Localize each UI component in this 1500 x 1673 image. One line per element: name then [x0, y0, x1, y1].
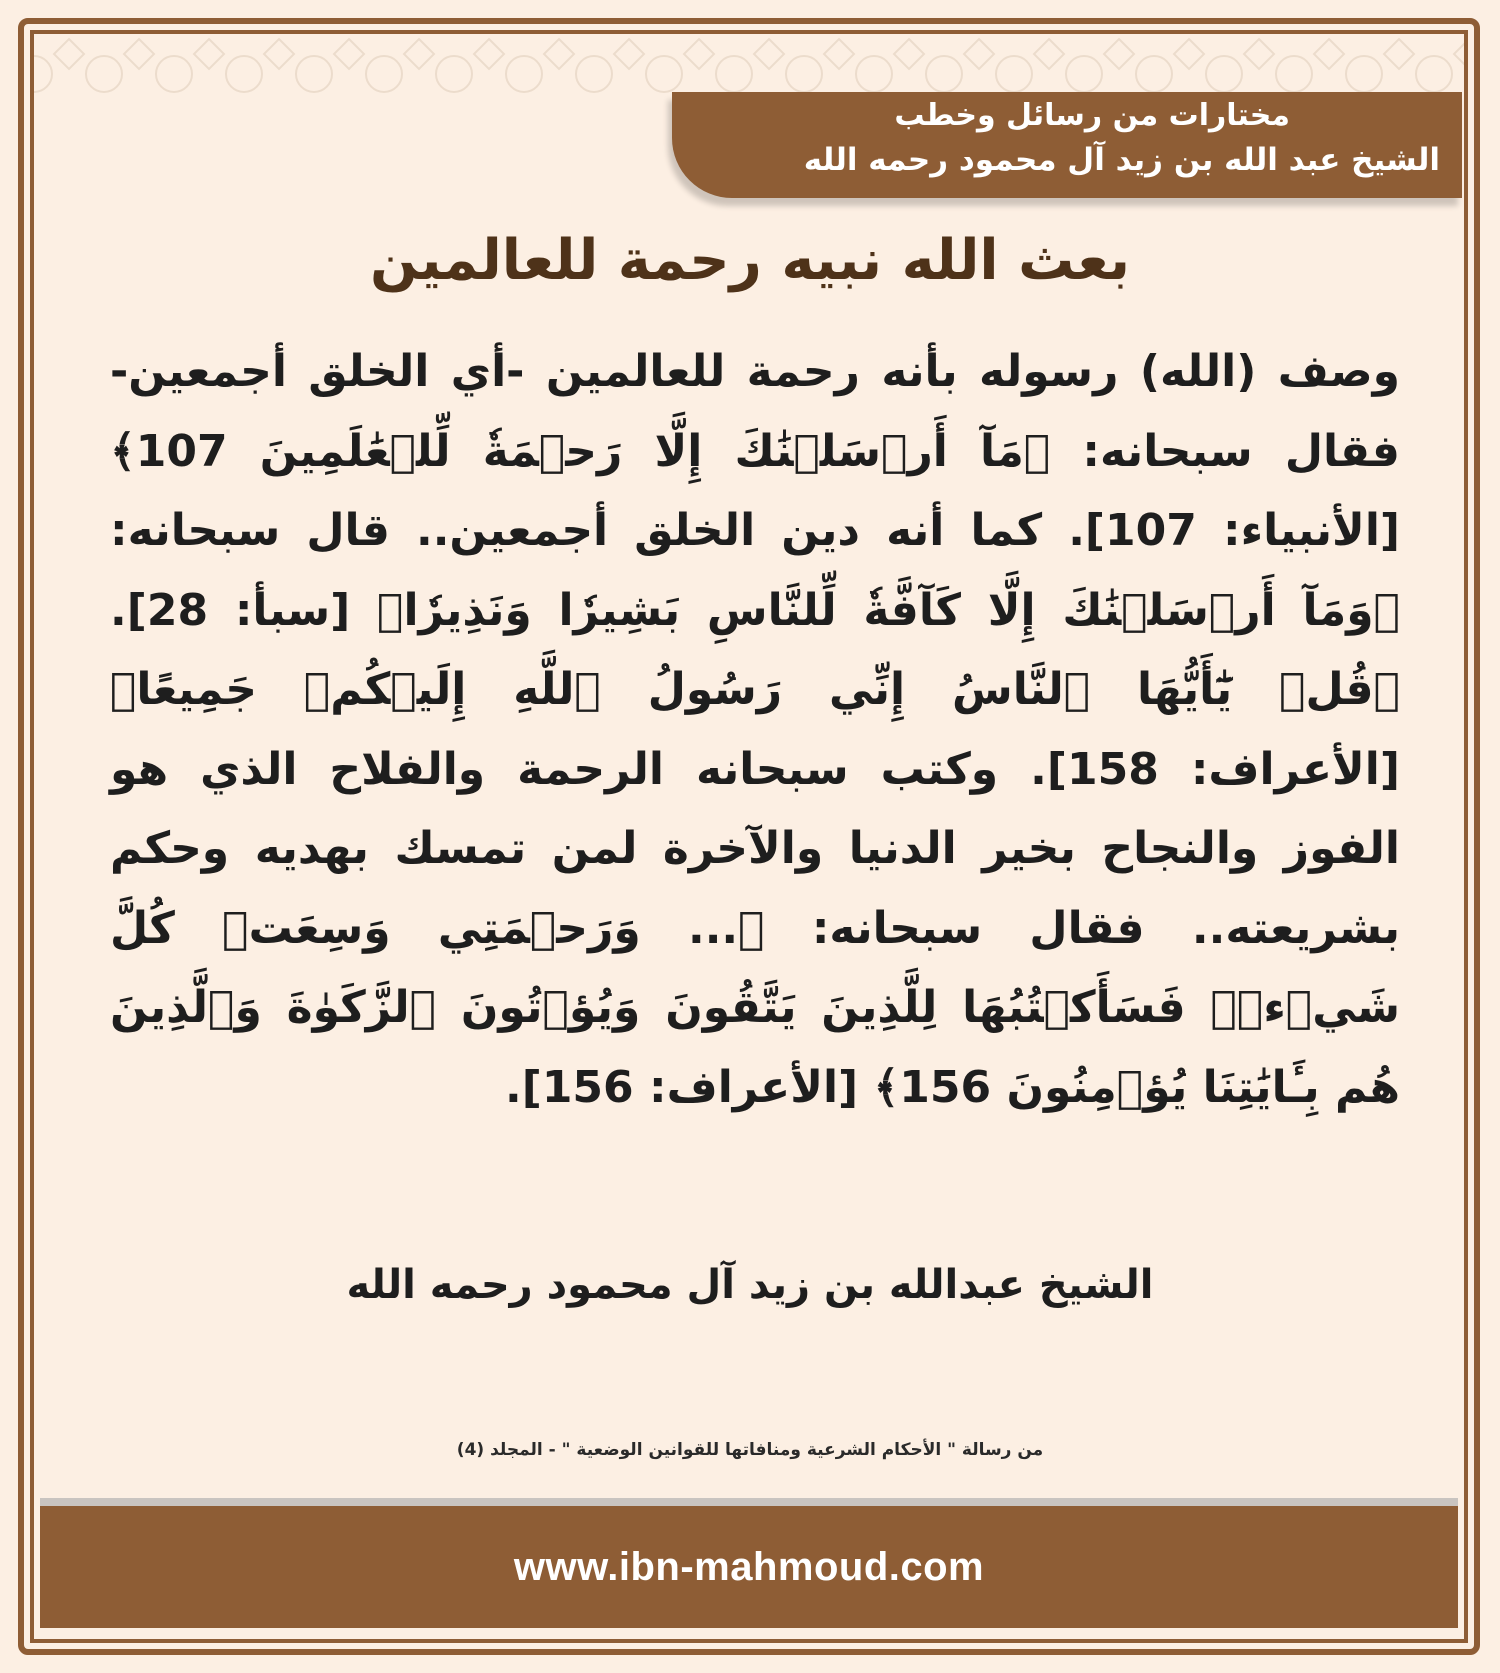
website-url: www.ibn-mahmoud.com	[513, 1544, 985, 1589]
header-banner	[672, 92, 1462, 198]
footer-banner	[40, 1506, 1458, 1628]
article-body: وصف (الله) رسوله بأنه رحمة للعالمين -أي الخلق أجمعين- فقال سبحانه: ﴿مَآ أَرۡسَلۡنَٰكَ إِلَّا رَحۡمَةٗ لِّلۡعَٰلَمِينَ 107﴾ [الأنبياء: 107]. كما أنه دين الخلق أجمعين.. قال سبحانه: ﴿وَمَآ أَرۡسَلۡنَٰكَ إِلَّا كَآفَّةٗ لِّلنَّاسِ بَشِيرٗا وَنَذِيرٗا﴾ [سبأ: 28]. ﴿قُلۡ يَٰٓأَيُّهَا ٱلنَّاسُ إِنِّي رَسُولُ ٱللَّهِ إِلَيۡكُمۡ جَمِيعًا﴾ [الأعراف: 158]. وكتب سبحانه الرحمة والفلاح الذي هو الفوز والنجاح بخير الدنيا والآخرة لمن تمسك بهديه وحكم بشريعته.. فقال سبحانه: ﴿... وَرَحۡمَتِي وَسِعَتۡ كُلَّ شَيۡءٖۚ فَسَأَكۡتُبُهَا لِلَّذِينَ يَتَّقُونَ وَيُؤۡتُونَ ٱلزَّكَوٰةَ وَٱلَّذِينَ هُم بِـَٔايَٰتِنَا يُؤۡمِنُونَ 156﴾ [الأعراف: 156].	[110, 346, 1401, 1113]
author-signature: الشيخ عبدالله بن زيد آل محمود رحمه الله	[346, 1262, 1154, 1308]
decorative-pattern	[34, 34, 1464, 94]
page-title: بعث الله نبيه رحمة للعالمين	[369, 228, 1131, 293]
source-reference: من رسالة " الأحكام الشرعية ومنافاتها للقوانين الوضعية " - المجلد (4)	[456, 1440, 1044, 1460]
pattern-graphic	[34, 34, 1464, 94]
header-series-title: مختارات من رسائل وخطب	[894, 98, 1290, 133]
header-author-name: الشيخ عبد الله بن زيد آل محمود رحمه الله	[803, 142, 1440, 178]
